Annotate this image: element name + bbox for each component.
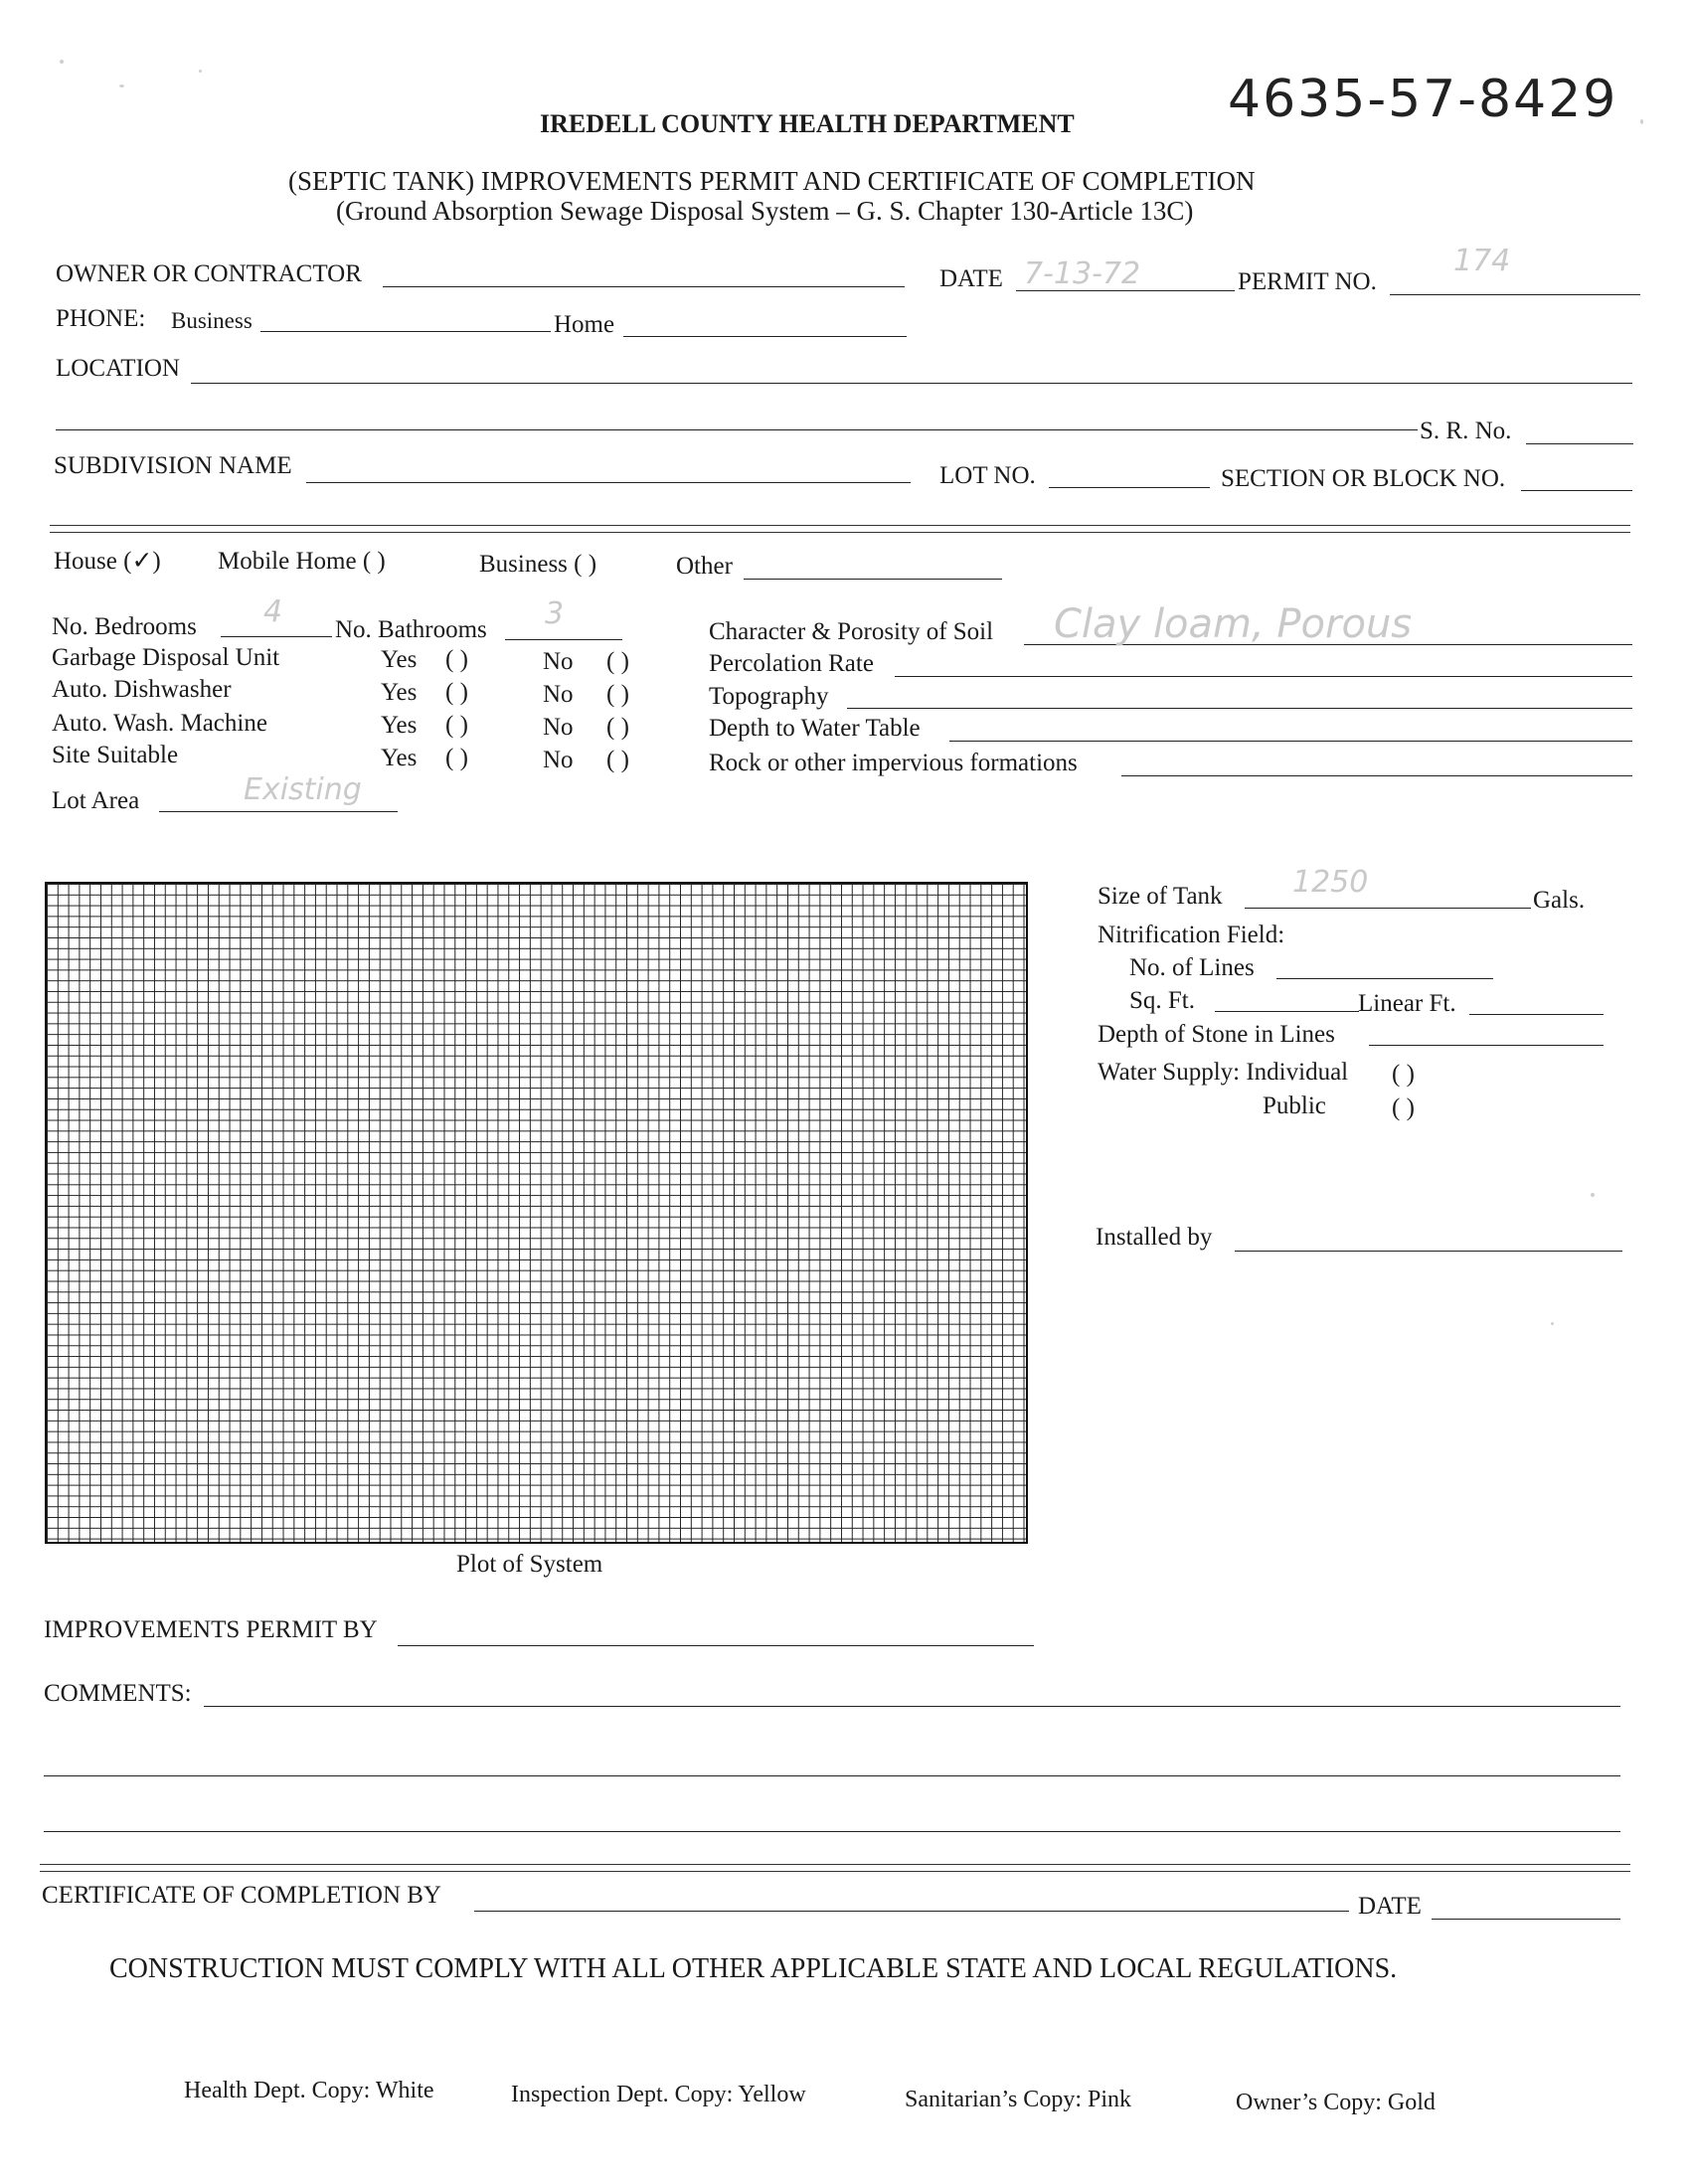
improvements-permit-by-field[interactable] xyxy=(398,1645,1034,1646)
water-supply-label: Water Supply: Individual xyxy=(1098,1059,1349,1086)
size-tank-label: Size of Tank xyxy=(1098,883,1223,910)
bedrooms-label: No. Bedrooms xyxy=(52,613,197,640)
location-field[interactable] xyxy=(191,383,1632,384)
lot-area-field[interactable] xyxy=(159,811,398,812)
nitrification-label: Nitrification Field: xyxy=(1098,922,1285,948)
house-option[interactable]: House (✓) xyxy=(54,548,161,575)
lot-no-field[interactable] xyxy=(1049,487,1210,488)
sr-no-field[interactable] xyxy=(1526,443,1633,444)
water-table-label: Depth to Water Table xyxy=(709,715,921,742)
lot-no-label: LOT NO. xyxy=(939,462,1036,489)
comments-label: COMMENTS: xyxy=(44,1680,192,1707)
bathrooms-field[interactable] xyxy=(505,639,622,640)
soil-character-label: Character & Porosity of Soil xyxy=(709,618,994,645)
topography-field[interactable] xyxy=(847,708,1632,709)
linear-ft-field[interactable] xyxy=(1469,1014,1604,1015)
scan-speck xyxy=(119,84,124,87)
plot-of-system-grid[interactable] xyxy=(45,882,1028,1544)
garbage-yes-box[interactable]: ( ) xyxy=(445,646,468,673)
bathrooms-value: 3 xyxy=(545,596,565,631)
location-label: LOCATION xyxy=(56,355,180,382)
certificate-divider xyxy=(40,1864,1630,1872)
wash-machine-yes-box[interactable]: ( ) xyxy=(445,712,468,739)
date-value: 7-13-72 xyxy=(1024,256,1141,291)
site-yes-box[interactable]: ( ) xyxy=(445,745,468,771)
scan-speck xyxy=(1551,1322,1554,1325)
certificate-by-label: CERTIFICATE OF COMPLETION BY xyxy=(42,1882,441,1909)
percolation-label: Percolation Rate xyxy=(709,650,874,677)
dishwasher-label: Auto. Dishwasher xyxy=(52,676,232,703)
water-table-field[interactable] xyxy=(949,741,1632,742)
topography-label: Topography xyxy=(709,683,829,710)
certificate-date-label: DATE xyxy=(1358,1893,1422,1920)
other-label: Other xyxy=(676,553,733,580)
subdivision-field[interactable] xyxy=(306,482,911,483)
linear-ft-label: Linear Ft. xyxy=(1358,990,1456,1017)
comments-line-2[interactable] xyxy=(44,1775,1620,1776)
business-phone-label: Business xyxy=(171,308,253,333)
owner-label: OWNER OR CONTRACTOR xyxy=(56,260,362,287)
gals-label: Gals. xyxy=(1533,887,1586,914)
form-subtitle-statute: (Ground Absorption Sewage Disposal System – G. S. Chapter 130-Article 13C) xyxy=(336,196,1194,226)
date-label: DATE xyxy=(939,265,1003,292)
percolation-field[interactable] xyxy=(895,676,1632,677)
form-subtitle: (SEPTIC TANK) IMPROVEMENTS PERMIT AND CERTIFICATE OF COMPLETION xyxy=(288,166,1256,196)
garbage-no: No xyxy=(543,648,574,675)
size-tank-field[interactable] xyxy=(1245,908,1531,909)
dishwasher-yes-box[interactable]: ( ) xyxy=(445,679,468,706)
compliance-notice: CONSTRUCTION MUST COMPLY WITH ALL OTHER APPLICABLE STATE AND LOCAL REGULATIONS. xyxy=(109,1953,1398,1984)
improvements-permit-by-label: IMPROVEMENTS PERMIT BY xyxy=(44,1616,378,1643)
certificate-by-field[interactable] xyxy=(474,1911,1349,1912)
site-yes: Yes xyxy=(381,745,418,771)
page-title: IREDELL COUNTY HEALTH DEPARTMENT xyxy=(540,109,1075,138)
comments-line-3[interactable] xyxy=(44,1831,1620,1832)
phone-label: PHONE: xyxy=(56,305,146,332)
no-lines-label: No. of Lines xyxy=(1129,954,1255,981)
site-no: No xyxy=(543,747,574,773)
garbage-no-box[interactable]: ( ) xyxy=(606,648,629,675)
installed-by-field[interactable] xyxy=(1235,1251,1622,1252)
depth-stone-field[interactable] xyxy=(1369,1045,1604,1046)
size-tank-value: 1250 xyxy=(1292,865,1369,900)
scan-speck xyxy=(1640,119,1643,124)
wash-machine-label: Auto. Wash. Machine xyxy=(52,710,267,737)
sq-ft-label: Sq. Ft. xyxy=(1129,987,1196,1014)
dishwasher-no-box[interactable]: ( ) xyxy=(606,681,629,708)
handwritten-number: 4635-57-8429 xyxy=(1228,70,1618,129)
bathrooms-label: No. Bathrooms xyxy=(335,616,487,643)
depth-stone-label: Depth of Stone in Lines xyxy=(1098,1021,1335,1048)
section-block-field[interactable] xyxy=(1521,490,1632,491)
scan-speck xyxy=(1591,1193,1595,1197)
owner-copy: Owner’s Copy: Gold xyxy=(1236,2090,1436,2115)
no-lines-field[interactable] xyxy=(1276,978,1493,979)
site-no-box[interactable]: ( ) xyxy=(606,747,629,773)
lot-area-label: Lot Area xyxy=(52,787,140,814)
section-block-label: SECTION OR BLOCK NO. xyxy=(1221,465,1506,492)
plot-label: Plot of System xyxy=(456,1551,603,1578)
comments-line-1[interactable] xyxy=(204,1706,1620,1707)
owner-field[interactable] xyxy=(383,286,905,287)
home-phone-field[interactable] xyxy=(623,336,907,337)
lot-area-value: Existing xyxy=(244,772,362,807)
inspection-dept-copy: Inspection Dept. Copy: Yellow xyxy=(511,2082,806,2107)
health-dept-copy: Health Dept. Copy: White xyxy=(184,2078,434,2103)
subdivision-label: SUBDIVISION NAME xyxy=(54,452,292,479)
wash-machine-no: No xyxy=(543,714,574,741)
home-phone-label: Home xyxy=(554,311,615,338)
mobile-home-option[interactable]: Mobile Home ( ) xyxy=(218,548,386,575)
business-option[interactable]: Business ( ) xyxy=(479,551,597,578)
garbage-label: Garbage Disposal Unit xyxy=(52,644,280,671)
rock-field[interactable] xyxy=(1121,775,1632,776)
water-public-label: Public xyxy=(1263,1092,1326,1119)
wash-machine-yes: Yes xyxy=(381,712,418,739)
permit-no-label: PERMIT NO. xyxy=(1238,268,1377,295)
business-phone-field[interactable] xyxy=(260,331,551,332)
bedrooms-value: 4 xyxy=(263,594,283,629)
certificate-date-field[interactable] xyxy=(1432,1919,1620,1920)
permit-no-value: 174 xyxy=(1453,244,1511,278)
installed-by-label: Installed by xyxy=(1096,1224,1213,1251)
soil-character-value: Clay loam, Porous xyxy=(1054,601,1413,647)
site-suitable-label: Site Suitable xyxy=(52,742,179,768)
scan-speck xyxy=(60,60,64,64)
permit-no-field[interactable] xyxy=(1390,294,1640,295)
dishwasher-yes: Yes xyxy=(381,679,418,706)
section-divider xyxy=(50,525,1630,533)
dishwasher-no: No xyxy=(543,681,574,708)
sanitarian-copy: Sanitarian’s Copy: Pink xyxy=(905,2087,1131,2112)
water-individual-box[interactable]: ( ) xyxy=(1392,1061,1415,1088)
garbage-yes: Yes xyxy=(381,646,418,673)
sr-no-label: S. R. No. xyxy=(1420,418,1512,444)
sq-ft-field[interactable] xyxy=(1215,1011,1359,1012)
bedrooms-field[interactable] xyxy=(221,636,332,637)
location-field-2[interactable] xyxy=(56,429,1418,430)
water-public-box[interactable]: ( ) xyxy=(1392,1094,1415,1121)
wash-machine-no-box[interactable]: ( ) xyxy=(606,714,629,741)
scan-speck xyxy=(199,70,202,73)
other-field[interactable] xyxy=(744,579,1002,580)
rock-label: Rock or other impervious formations xyxy=(709,750,1078,776)
